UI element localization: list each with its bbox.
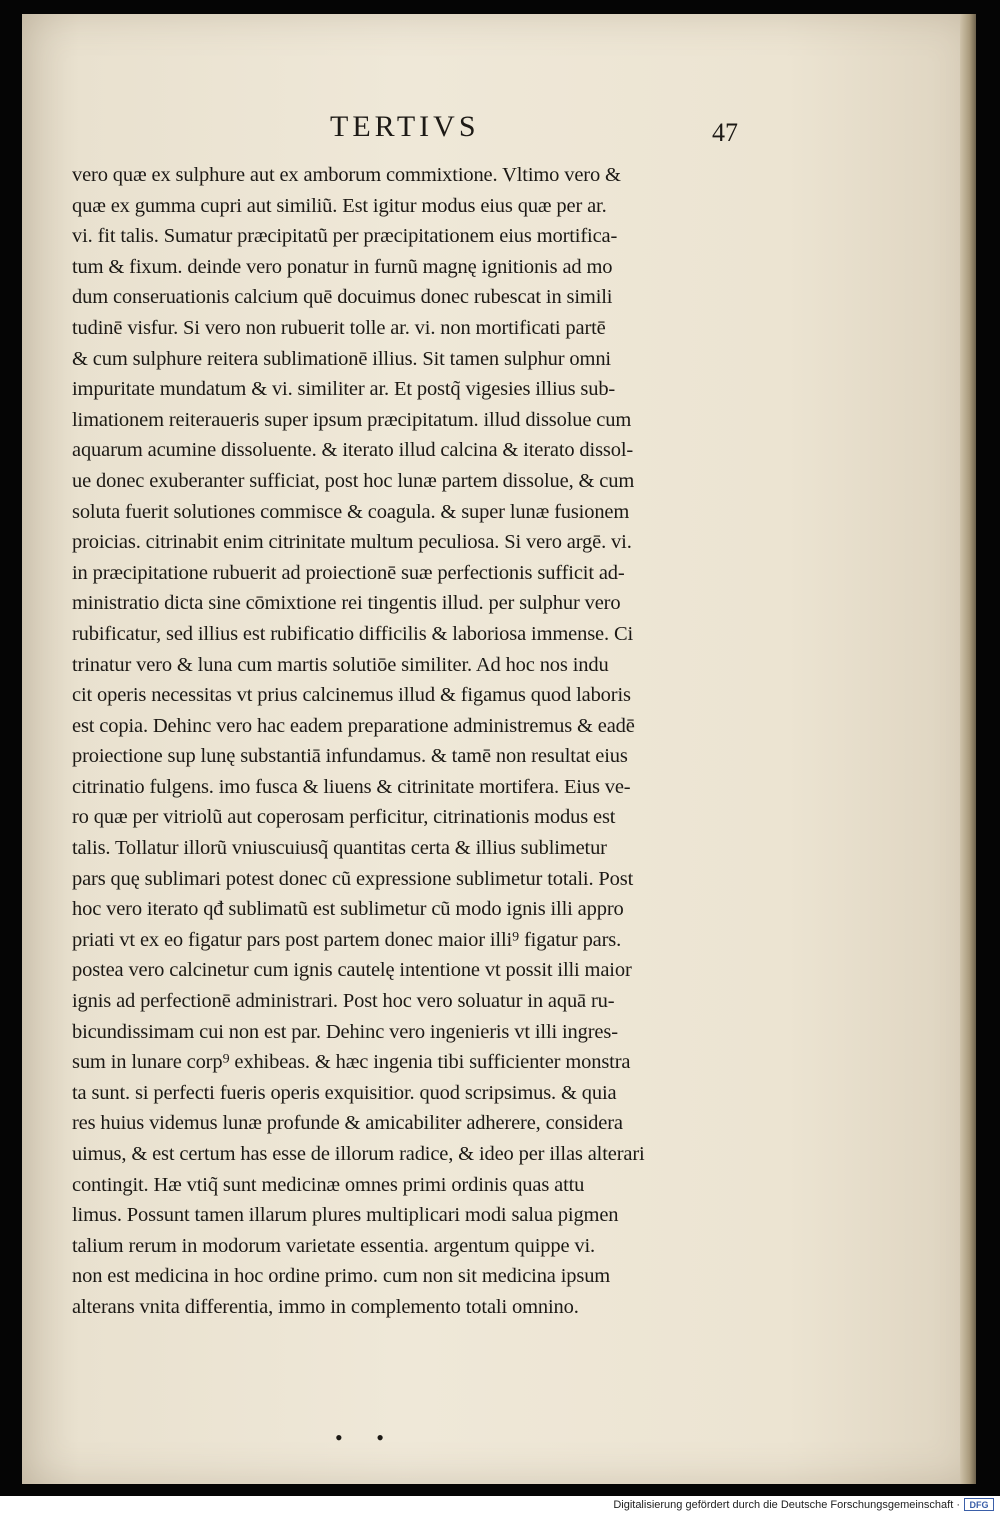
text-line: & cum sulphure reitera sublimationē illius. Sit tamen sulphur omni (72, 347, 611, 370)
text-line: quæ ex gumma cupri aut similiũ. Est igitur modus eius quæ per ar. (72, 194, 607, 217)
text-line: dum conseruationis calcium quē docuimus donec rubescat in simili (72, 286, 613, 309)
text-line: hoc vero iterato qđ sublimatũ est sublimetur cũ modo ignis illi appro (72, 898, 624, 921)
dfg-logo: DFG (964, 1498, 994, 1511)
text-line: tum & fixum. deinde vero ponatur in furnũ magnę ignitionis ad mo (72, 255, 613, 278)
text-line: postea vero calcinetur cum ignis cautelę intentione vt possit illi maior (72, 959, 632, 982)
text-line: contingit. Hæ vtiq̃ sunt medicinæ omnes primi ordinis quas attu (72, 1173, 585, 1196)
footer-credit: Digitalisierung gefördert durch die Deutsche Forschungsgemeinschaft · (613, 1499, 960, 1511)
text-line: vi. fit talis. Sumatur præcipitatũ per præcipitationem eius mortifica- (72, 225, 618, 248)
text-line: bicundissimam cui non est par. Dehinc vero ingenieris vt illi ingres- (72, 1020, 618, 1043)
text-line: est copia. Dehinc vero hac eadem preparatione administremus & eadē (72, 714, 635, 737)
text-line: tudinē visfur. Si vero non rubuerit tolle ar. vi. non mortificati partē (72, 316, 606, 339)
page-edge (960, 14, 976, 1484)
text-line: cit operis necessitas vt prius calcinemus illud & figamus quod laboris (72, 684, 631, 707)
text-line: vero quæ ex sulphure aut ex amborum commixtione. Vltimo vero & (72, 164, 621, 186)
text-line: non est medicina in hoc ordine primo. cum non sit medicina ipsum (72, 1265, 611, 1288)
text-line: citrinatio fulgens. imo fusca & liuens & citrinitate mortifera. Eius ve- (72, 775, 631, 798)
text-line: pars quę sublimari potest donec cũ expressione sublimetur totali. Post (72, 867, 634, 890)
text-line: ta sunt. si perfecti fueris operis exquisitior. quod scripsimus. & quia (72, 1081, 617, 1104)
text-line: impuritate mundatum & vi. similiter ar. Et postq̃ vigesies illius sub- (72, 378, 616, 401)
signature-marks: • • (335, 1425, 398, 1450)
text-line: ro quæ per vitriolũ aut coperosam perficitur, citrinationis modus est (72, 806, 616, 829)
text-line: limus. Possunt tamen illarum plures multiplicari modi salua pigmen (72, 1204, 619, 1227)
text-line: trinatur vero & luna cum martis solutiōe similiter. Ad hoc nos indu (72, 653, 609, 676)
page-number: 47 (712, 118, 738, 147)
body-text (72, 160, 752, 1323)
text-line: ignis ad perfectionē administrari. Post hoc vero soluatur in aquā ru- (72, 990, 615, 1013)
text-line: limationem reiteraueris super ipsum præcipitatum. illud dissolue cum (72, 408, 632, 431)
text-line: res huius videmus lunæ profunde & amicabiliter adherere, considera (72, 1112, 623, 1135)
text-line: sum in lunare corp⁹ exhibeas. & hæc ingenia tibi sufficienter monstra (72, 1051, 631, 1074)
text-line: talium rerum in modorum varietate essentia. argentum quippe vi. (72, 1234, 596, 1257)
text-line: talis. Tollatur illorũ vniuscuiusq̃ quantitas certa & illius sublimetur (72, 837, 607, 860)
text-line: proicias. citrinabit enim citrinitate multum peculiosa. Si vero argē. vi. (72, 531, 632, 554)
text-line: alterans vnita differentia, immo in complemento totali omnino. (72, 1295, 579, 1318)
text-line: uimus, & est certum has esse de illorum radice, & ideo per illas alterari (72, 1143, 645, 1165)
text-line: ue donec exuberanter sufficiat, post hoc lunæ partem dissolue, & cum (72, 469, 635, 492)
text-line: soluta fuerit solutiones commisce & coagula. & super lunæ fusionem (72, 500, 630, 523)
text-line: ministratio dicta sine cōmixtione rei tingentis illud. per sulphur vero (72, 592, 621, 615)
text-line: proiectione sup lunę substantiā infundamus. & tamē non resultat eius (72, 745, 628, 768)
running-head: TERTIVS (330, 110, 480, 143)
text-line: priati vt ex eo figatur pars post partem donec maior illi⁹ figatur pars. (72, 928, 622, 951)
text-line: rubificatur, sed illius est rubificatio difficilis & laboriosa immense. Ci (72, 622, 634, 645)
text-line: aquarum acumine dissoluente. & iterato illud calcina & iterato dissol- (72, 439, 634, 462)
text-line: in præcipitatione rubuerit ad proiectionē suæ perfectionis sufficit ad- (72, 561, 625, 584)
